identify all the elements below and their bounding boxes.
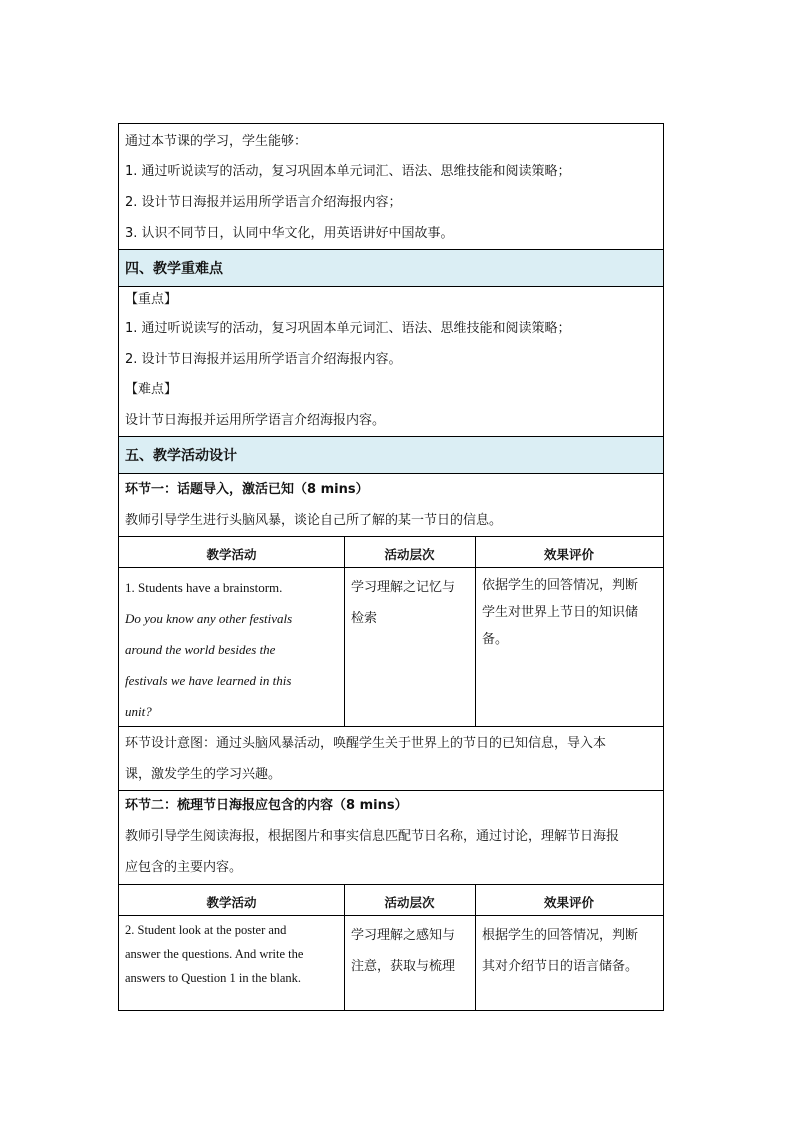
eval-line: 备。 [482, 632, 509, 647]
key-point-item: 1. 通过听说读写的活动，复习巩固本单元词汇、语法、思维技能和阅读策略； [125, 321, 571, 336]
level-line: 检索 [351, 611, 378, 626]
objective-item: 2. 设计节日海报并运用所学语言介绍海报内容； [125, 195, 402, 210]
activity-line: answers to Question 1 in the blank. [125, 971, 302, 985]
section-title: 四、教学重难点 [125, 261, 223, 277]
column-header: 效果评价 [543, 895, 594, 910]
column-divider [475, 884, 476, 1010]
key-points-label: 【重点】 [125, 292, 178, 307]
level-line: 学习理解之感知与 [351, 928, 456, 943]
eval-line: 其对介绍节日的语言储备。 [482, 959, 639, 974]
step-description: 应包含的主要内容。 [125, 860, 243, 875]
divider [119, 473, 663, 474]
section-header [119, 437, 663, 473]
column-divider [344, 884, 345, 1010]
activity-line: Do you know any other festivals [125, 611, 293, 626]
design-intent-line: 环节设计意图：通过头脑风暴活动，唤醒学生关于世界上的节日的已知信息，导入本 [125, 736, 607, 751]
column-header: 效果评价 [543, 547, 594, 562]
key-point-item: 2. 设计节日海报并运用所学语言介绍海报内容。 [125, 352, 402, 367]
step-title: 环节一：话题导入，激活已知（8 mins） [125, 482, 369, 497]
divider [119, 884, 663, 885]
activity-line: 1. Students have a brainstorm. [125, 580, 283, 595]
activity-line: festivals we have learned in this [125, 673, 292, 688]
objective-item: 3. 认识不同节日，认同中华文化，用英语讲好中国故事。 [125, 226, 454, 241]
column-header: 教学活动 [206, 895, 257, 910]
column-header: 教学活动 [206, 547, 257, 562]
divider [119, 915, 663, 916]
section-header [119, 250, 663, 286]
difficult-points-label: 【难点】 [125, 382, 178, 397]
eval-line: 学生对世界上节日的知识储 [482, 605, 639, 620]
section-title: 五、教学活动设计 [125, 448, 237, 464]
activity-text [125, 572, 292, 727]
level-line: 注意，获取与梳理 [351, 959, 456, 974]
objectives-intro: 通过本节课的学习，学生能够： [125, 134, 308, 149]
objective-item: 1. 通过听说读写的活动，复习巩固本单元词汇、语法、思维技能和阅读策略； [125, 164, 571, 179]
activity-level [351, 572, 455, 634]
design-intent-line: 课，激发学生的学习兴趣。 [125, 767, 282, 782]
eval-line: 根据学生的回答情况，判断 [482, 928, 639, 943]
activity-line: answer the questions. And write the [125, 947, 304, 961]
difficult-point-text: 设计节日海报并运用所学语言介绍海报内容。 [125, 413, 386, 428]
step-description: 教师引导学生阅读海报，根据图片和事实信息匹配节日名称，通过讨论，理解节日海报 [125, 829, 620, 844]
divider [119, 536, 663, 537]
activity-line: around the world besides the [125, 642, 276, 657]
lesson-plan-table [118, 123, 664, 1011]
column-header: 活动层次 [384, 547, 435, 562]
divider [119, 726, 663, 727]
column-header: 活动层次 [384, 895, 435, 910]
activity-text [125, 918, 303, 990]
divider [119, 790, 663, 791]
design-intent [125, 736, 606, 752]
column-divider [344, 536, 345, 726]
activity-line: unit? [125, 704, 152, 719]
divider [119, 567, 663, 568]
step-title: 环节二：梳理节日海报应包含的内容（8 mins） [125, 798, 408, 813]
eval-line: 依据学生的回答情况，判断 [482, 578, 639, 593]
level-line: 学习理解之记忆与 [351, 580, 456, 595]
evaluation-text [482, 920, 638, 982]
column-divider [475, 536, 476, 726]
activity-level [351, 920, 455, 982]
activity-line: 2. Student look at the poster and [125, 923, 287, 937]
divider [119, 286, 663, 287]
step-description: 教师引导学生进行头脑风暴，谈论自己所了解的某一节日的信息。 [125, 513, 503, 528]
evaluation-text [482, 572, 638, 653]
